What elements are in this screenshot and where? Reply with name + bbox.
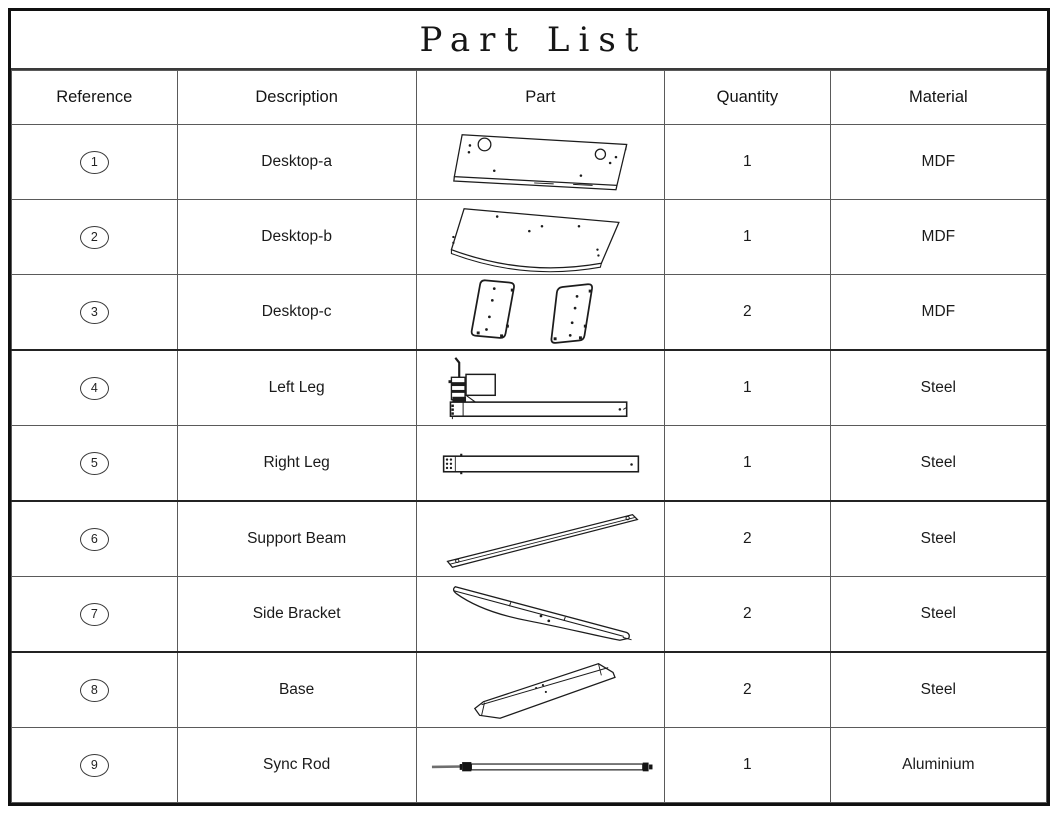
reference-cell [12, 275, 178, 351]
reference-cell [12, 652, 178, 728]
right-leg-drawing-icon [417, 426, 665, 500]
reference-number: 8 [90, 683, 98, 697]
reference-cell [12, 501, 178, 577]
part-material: MDF [830, 125, 1046, 200]
reference-cell [12, 350, 178, 426]
table-row [12, 728, 1047, 803]
reference-cell [12, 125, 178, 200]
part-description: Left Leg [177, 350, 416, 426]
part-quantity: 1 [665, 200, 831, 275]
reference-badge [80, 226, 109, 249]
part-quantity: 2 [665, 652, 831, 728]
part-drawing-cell [416, 426, 664, 502]
table-row [12, 275, 1047, 351]
part-description: Right Leg [177, 426, 416, 502]
part-material: Steel [830, 350, 1046, 426]
part-drawing-cell [416, 275, 664, 351]
table-row [12, 125, 1047, 200]
part-description: Desktop-b [177, 200, 416, 275]
part-description: Desktop-a [177, 125, 416, 200]
part-quantity: 1 [665, 350, 831, 426]
desktop-c-drawing-icon [417, 275, 665, 349]
reference-badge [80, 603, 109, 626]
part-description: Side Bracket [177, 577, 416, 653]
part-material: MDF [830, 200, 1046, 275]
part-drawing-cell [416, 728, 664, 803]
reference-number: 2 [90, 230, 98, 244]
part-material: Steel [830, 501, 1046, 577]
table-row [12, 350, 1047, 426]
part-material: Steel [830, 577, 1046, 653]
desktop-a-drawing-icon [417, 125, 665, 199]
column-header-description: Description [177, 71, 416, 125]
base-drawing-icon [417, 653, 665, 727]
sync-rod-drawing-icon [417, 728, 665, 802]
reference-number: 4 [90, 381, 98, 395]
part-quantity: 2 [665, 275, 831, 351]
reference-badge [80, 151, 109, 174]
reference-number: 5 [90, 456, 98, 470]
part-list-sheet [8, 8, 1050, 806]
page-title: Part List [11, 11, 1047, 70]
part-quantity: 2 [665, 577, 831, 653]
part-drawing-cell [416, 200, 664, 275]
part-material: Steel [830, 426, 1046, 502]
reference-badge [80, 377, 109, 400]
column-header-quantity: Quantity [665, 71, 831, 125]
column-header-material: Material [830, 71, 1046, 125]
part-description: Base [177, 652, 416, 728]
part-description: Sync Rod [177, 728, 416, 803]
reference-cell [12, 728, 178, 803]
support-beam-drawing-icon [417, 502, 665, 576]
desktop-b-drawing-icon [417, 200, 665, 274]
reference-cell [12, 577, 178, 653]
part-material: Aluminium [830, 728, 1046, 803]
column-header-part: Part [416, 71, 664, 125]
reference-cell [12, 200, 178, 275]
part-quantity: 1 [665, 125, 831, 200]
part-description: Support Beam [177, 501, 416, 577]
reference-number: 6 [90, 532, 98, 546]
part-drawing-cell [416, 501, 664, 577]
part-list-table [11, 70, 1047, 803]
part-material: Steel [830, 652, 1046, 728]
reference-number: 7 [90, 607, 98, 621]
part-quantity: 1 [665, 728, 831, 803]
part-drawing-cell [416, 652, 664, 728]
column-header-reference: Reference [12, 71, 178, 125]
reference-number: 1 [90, 155, 98, 169]
table-row [12, 200, 1047, 275]
table-row [12, 577, 1047, 653]
table-row [12, 426, 1047, 502]
header-row [12, 71, 1047, 125]
reference-badge [80, 301, 109, 324]
reference-cell [12, 426, 178, 502]
part-quantity: 2 [665, 501, 831, 577]
reference-badge [80, 528, 109, 551]
reference-badge [80, 679, 109, 702]
reference-number: 9 [90, 758, 98, 772]
side-bracket-drawing-icon [417, 577, 665, 651]
part-drawing-cell [416, 577, 664, 653]
table-row [12, 501, 1047, 577]
reference-badge [80, 452, 109, 475]
part-quantity: 1 [665, 426, 831, 502]
table-row [12, 652, 1047, 728]
part-drawing-cell [416, 350, 664, 426]
part-drawing-cell [416, 125, 664, 200]
reference-badge [80, 754, 109, 777]
part-material: MDF [830, 275, 1046, 351]
part-description: Desktop-c [177, 275, 416, 351]
reference-number: 3 [90, 305, 98, 319]
left-leg-drawing-icon [417, 351, 665, 425]
